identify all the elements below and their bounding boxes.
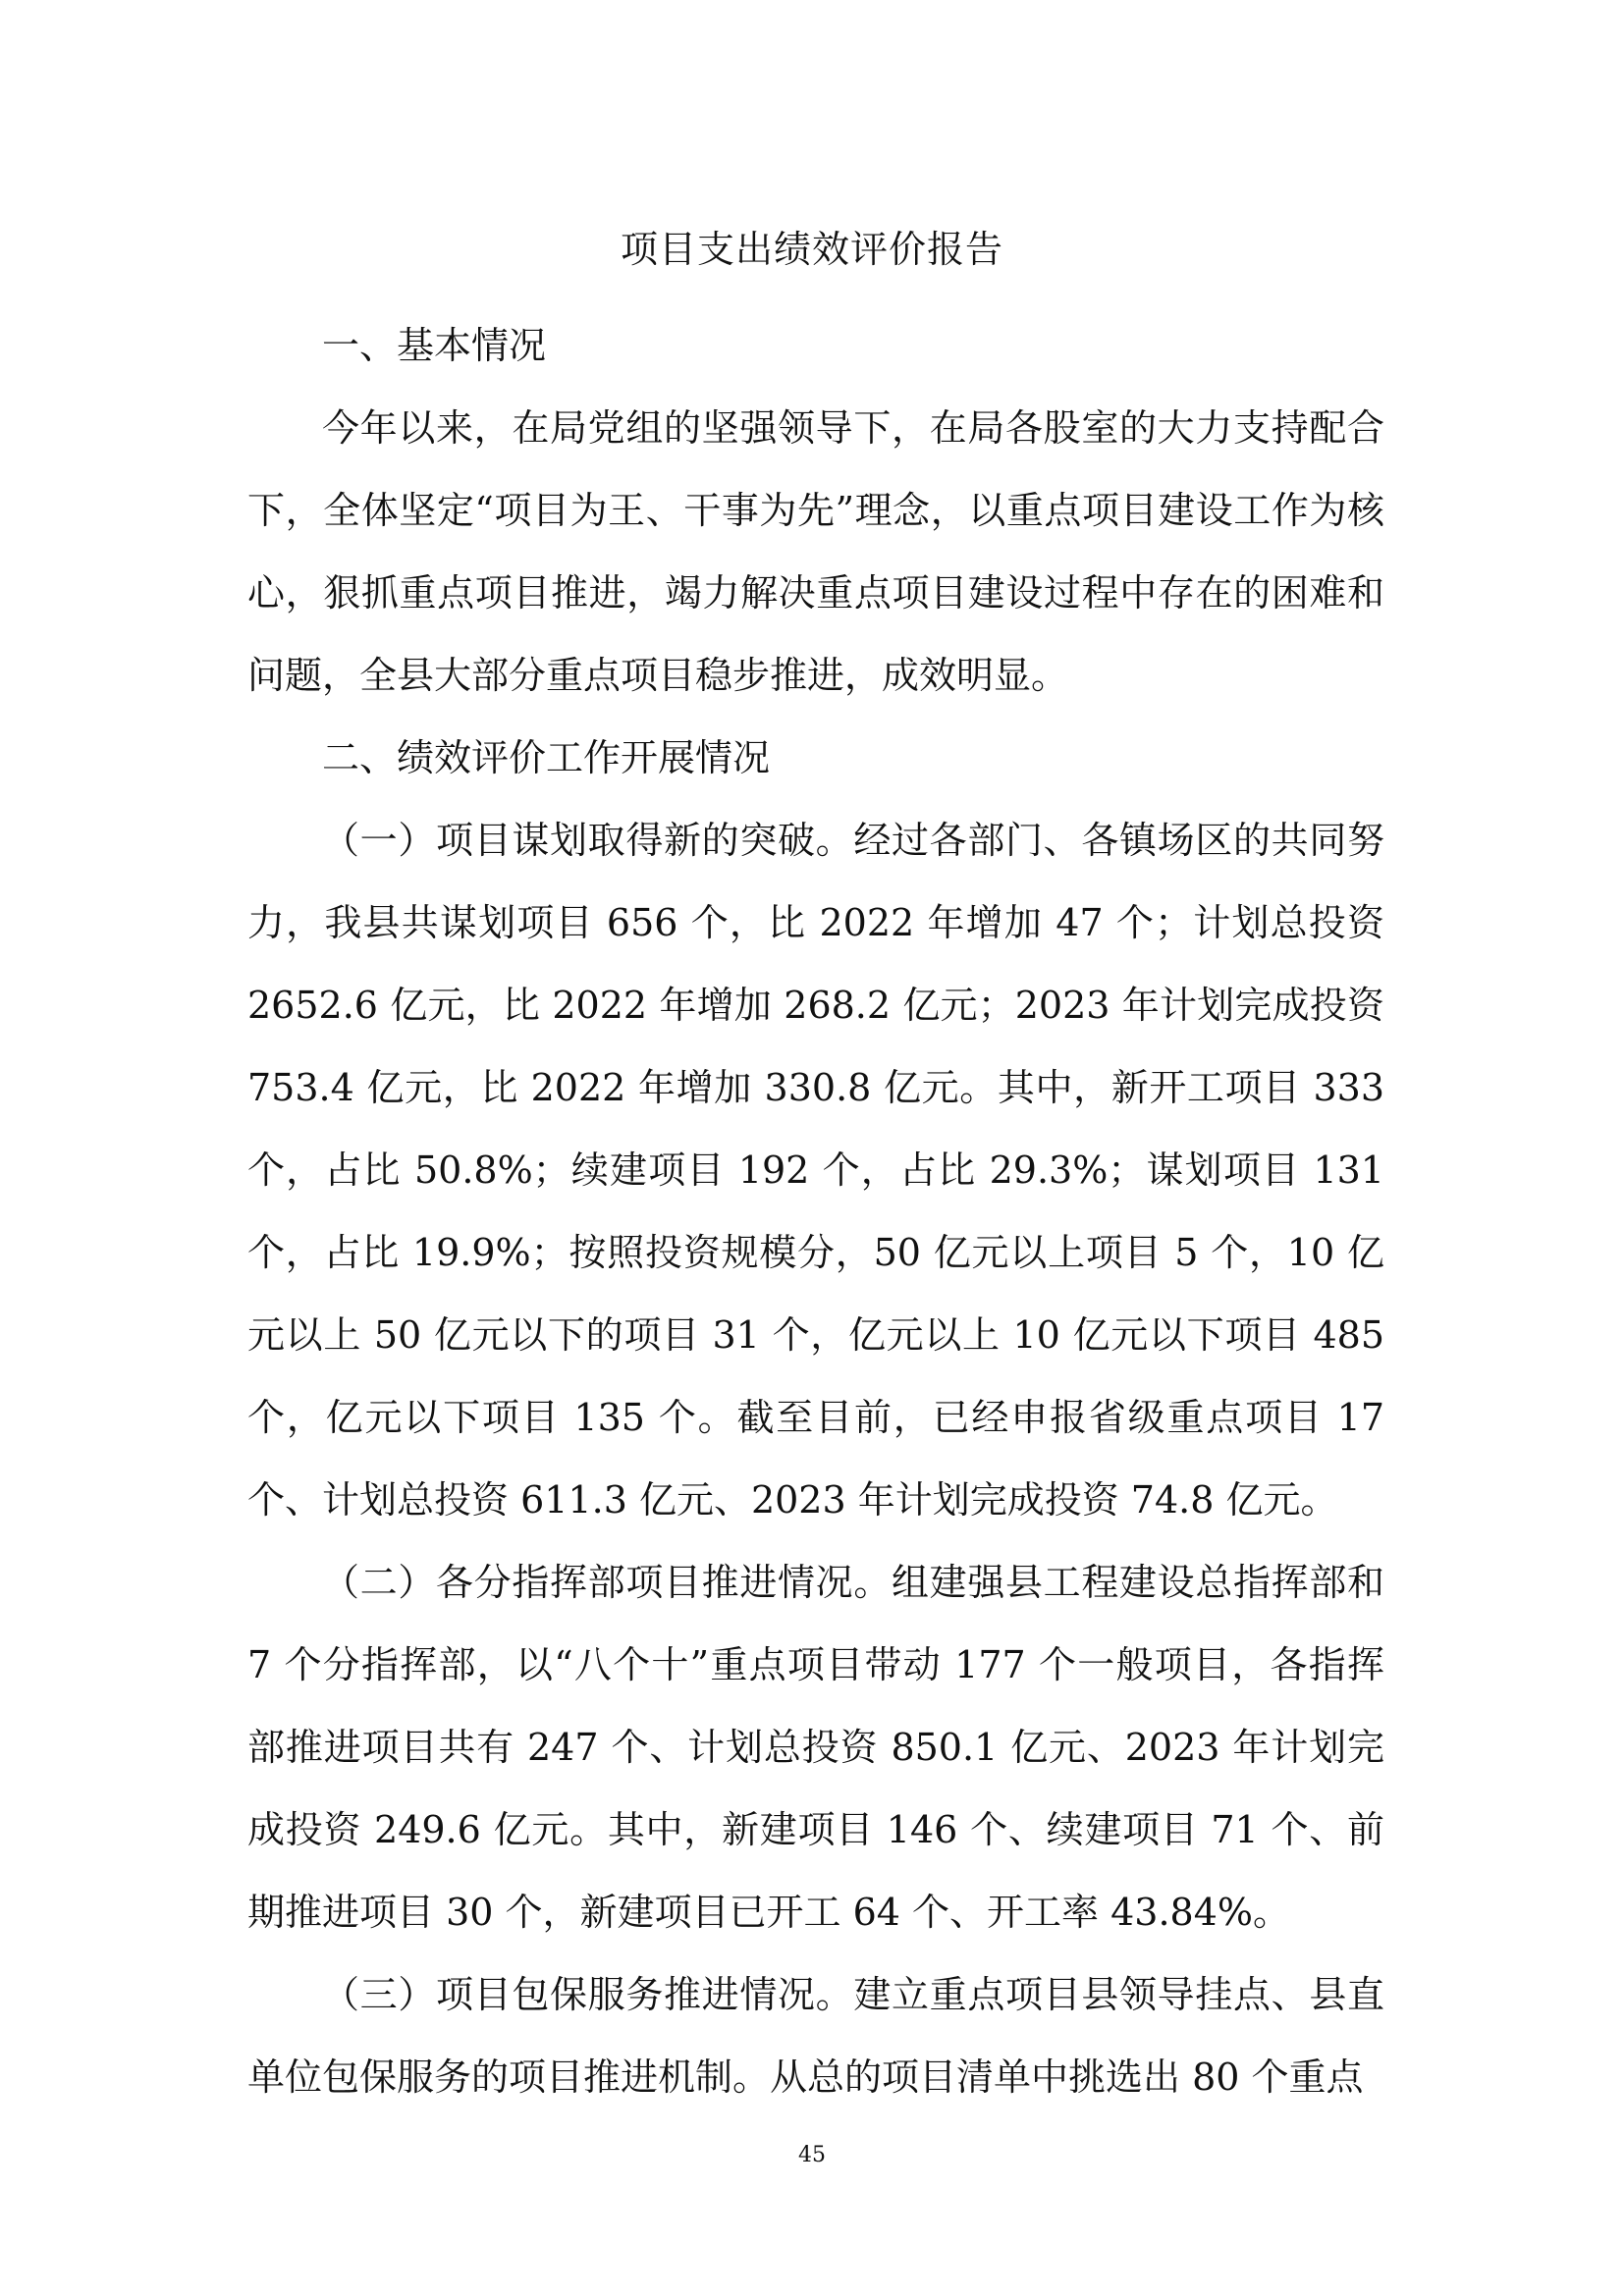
paragraph: （一）项目谋划取得新的突破。经过各部门、各镇场区的共同努力，我县共谋划项目 656 个，比 2022 年增加 47 个；计划总投资 2652.6 亿元，比 2022 年增加 268.2 亿元；2023 年计划完成投资 753.4 亿元，比 2022 年增加 330.8 亿元。其中，新开工项目 333 个，占比 50.8%；续建项目 192 个，占比 29.3%；谋划项目 131 个，占比 19.9%；按照投资规模分，50 亿元以上项目 5 个，10 亿元以上 50 亿元以下的项目 31 个，亿元以上 10 亿元以下项目 485 个，亿元以下项目 135 个。截至目前，已经申报省级重点项目 17 个、计划总投资 611.3 亿元、2023 年计划完成投资 74.8 亿元。: [247, 819, 1384, 1522]
paragraph: （二）各分指挥部项目推进情况。组建强县工程建设总指挥部和 7 个分指挥部，以“八个十”重点项目带动 177 个一般项目，各指挥部推进项目共有 247 个、计划总投资 850.1 亿元、2023 年计划完成投资 249.6 亿元。其中，新建项目 146 个、续建项目 71 个、前期推进项目 30 个，新建项目已开工 64 个、开工率 43.84%。: [247, 1561, 1384, 1934]
page-number: 45: [798, 2143, 826, 2167]
paragraph: （三）项目包保服务推进情况。建立重点项目县领导挂点、县直单位包保服务的项目推进机制。从总的项目清单中挑选出 80 个重点: [247, 1973, 1384, 2099]
document-title: 项目支出绩效评价报告: [620, 228, 1003, 271]
section-heading: 二、绩效评价工作开展情况: [322, 736, 771, 779]
section-heading: 一、基本情况: [322, 324, 547, 367]
paragraph: 今年以来，在局党组的坚强领导下，在局各股室的大力支持配合下，全体坚定“项目为王、干事为先”理念，以重点项目建设工作为核心，狠抓重点项目推进，竭力解决重点项目建设过程中存在的困难和问题，全县大部分重点项目稳步推进，成效明显。: [247, 406, 1384, 697]
document-body: [247, 304, 1384, 2118]
